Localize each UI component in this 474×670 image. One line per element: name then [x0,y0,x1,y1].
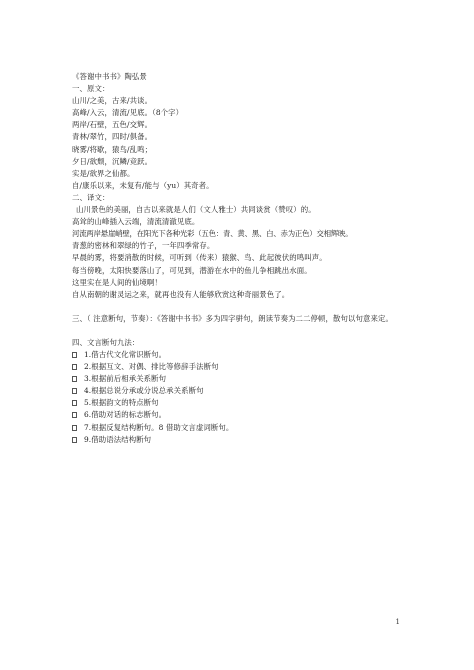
original-line: 实是/欲界之仙都。 [72,168,135,178]
list-item [72,397,417,409]
bullet-box-icon [72,412,77,418]
list-item [72,373,417,385]
translation-line: 高耸的山峰插入云端，清流清澈见底。 [72,217,200,227]
method-text: 4.根据总说分承或分说总承关系断句 [84,386,204,396]
list-item [72,385,417,397]
method-text: 5.根据韵文的特点断句 [84,398,159,408]
list-item [72,409,417,421]
original-line: 自/康乐以来，未复有/能与（yu）其奇者。 [72,180,214,190]
bullet-box-icon [72,352,77,358]
bullet-box-icon [72,425,77,431]
bullet-box-icon [72,388,77,394]
original-line: 夕日/欲颓，沉鳞/竞跃。 [72,156,153,166]
method-text: 2.根据互文、对偶、排比等修辞手法断句 [84,362,219,372]
translation-heading: 二、译文： [72,192,110,202]
original-line: 山川/之美，古来/共谈。 [72,96,153,106]
translation-line: 山川景色的美丽，自古以来就是人们（文人雅士）共同谈赏（赞叹）的。 [76,205,316,215]
original-line: 两岸/石壁，五色/交辉。 [72,120,153,130]
original-line: 晓雾/将歇，猿鸟/乱鸣； [72,144,153,154]
translation-line: 这里实在是人间的仙境啊！ [72,277,162,287]
spacer [72,301,417,313]
translation-line: 河流两岸悬崖峭壁，在阳光下各种光彩（五色：青、黄、黑、白、赤为正色）交相辉映。 [72,229,353,239]
original-text-heading: 一、原文： [72,84,110,94]
translation-line: 每当傍晚，太阳快要落山了，可见到，潜游在水中的鱼儿争相跳出水面。 [72,265,312,275]
page-number: 1 [395,618,400,626]
method-text: 3.根据前后相承关系断句 [84,374,167,384]
list-item [72,434,417,446]
method-text: 9.借助语法结构断句 [84,434,152,444]
document-title: 《答谢中书书》陶弘景 [72,72,147,81]
translation-line: 自从南朝的谢灵运之来，就再也没有人能够欣赏这种奇丽景色了。 [72,289,290,299]
methods-heading: 四、文言断句九法： [72,337,140,347]
bullet-box-icon [72,400,77,406]
spacer [72,325,417,337]
rhythm-note: 三、（ 注意断句，节奏）：《答谢中书书》多为四字骈句，朗读节奏为二二停顿，散句以句意来定。 [72,313,393,323]
bullet-box-icon [72,437,77,443]
original-line: 高峰/入云，清流/见底。（8个字） [72,108,184,118]
list-item [72,422,417,434]
document-body [72,71,417,446]
translation-line: 早晨的雾，将要消散的时候，可听到（传来）猿猴、鸟、此起彼伏的鸣叫声。 [72,253,327,263]
method-text: 6.借助对话的标志断句。 [84,410,167,420]
method-text: 1.借古代文化常识断句。 [84,349,167,359]
bullet-box-icon [72,376,77,382]
method-text: 7.根据反复结构断句。8 借助文言虚词断句。 [84,422,234,432]
original-line: 青林/翠竹，四时/俱备。 [72,132,153,142]
list-item [72,361,417,373]
bullet-box-icon [72,364,77,370]
translation-line: 青葱的密林和翠绿的竹子，一年四季常存。 [72,241,215,251]
list-item [72,349,417,361]
